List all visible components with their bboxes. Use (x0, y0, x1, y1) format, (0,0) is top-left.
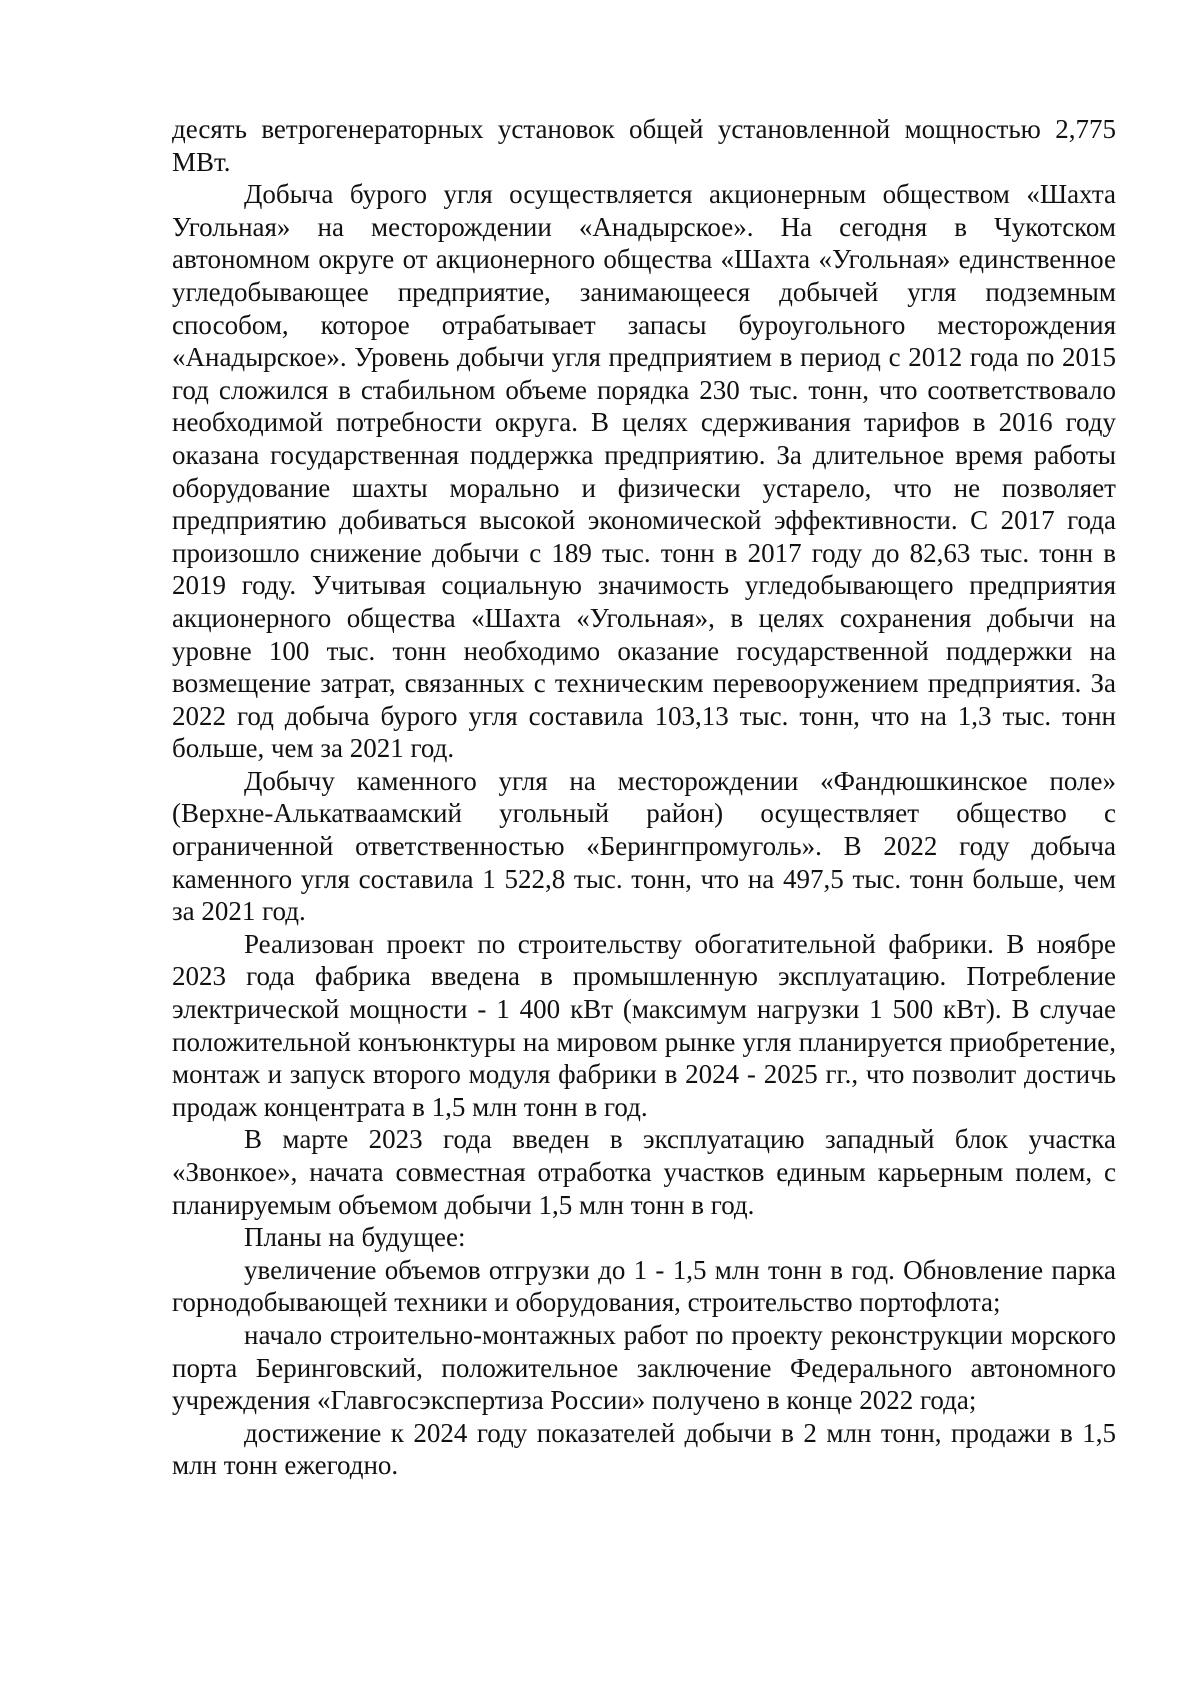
paragraph-plan-shipments: увеличение объемов отгрузки до 1 - 1,5 млн тонн в год. Обновление парка горнодобывающей техники и оборудования, строительство портофлота; (172, 1254, 1116, 1318)
paragraph-hard-coal: Добычу каменного угля на месторождении «Фандюшкинское поле» (Верхне-Алькатваамский угольный район) осуществляет общество с ограниченной ответственностью «Берингпромуголь». В 2022 году добыча каменного угля составила 1 522,8 тыс. тонн, что на 497,5 тыс. тонн больше, чем за 2021 год. (172, 765, 1116, 927)
paragraph-zvonkoe-block: В марте 2023 года введен в эксплуатацию западный блок участка «Звонкое», начата совместная отработка участков единым карьерным полем, с планируемым объемом добычи 1,5 млн тонн в год. (172, 1124, 1116, 1220)
paragraph-plan-port: начало строительно-монтажных работ по проекту реконструкции морского порта Беринговский, положительное заключение Федерального автономного учреждения «Главгосэкспертиза России» получено в конце 2022 года; (172, 1319, 1116, 1416)
document-body (172, 113, 1116, 1482)
paragraph-plan-production: достижение к 2024 году показателей добычи в 2 млн тонн, продажи в 1,5 млн тонн ежегодно. (172, 1417, 1116, 1481)
paragraph-processing-plant: Реализован проект по строительству обогатительной фабрики. В ноябре 2023 года фабрика введена в промышленную эксплуатацию. Потребление электрической мощности - 1 400 кВт (максимум нагрузки 1 500 кВт). В случае положительной конъюнктуры на мировом рынке угля планируется приобретение, монтаж и запуск второго модуля фабрики в 2024 - 2025 гг., что позволит достичь продаж концентрата в 1,5 млн тонн в год. (172, 928, 1116, 1122)
paragraph-future-plans-heading: Планы на будущее: (244, 1222, 466, 1253)
paragraph-wind-generators: десять ветрогенераторных установок общей установленной мощностью 2,775 МВт. (172, 114, 1116, 177)
paragraph-brown-coal: Добыча бурого угля осуществляется акционерным обществом «Шахта Угольная» на месторождении «Анадырское». На сегодня в Чукотском автономном округе от акционерного общества «Шахта «Угольная» единственное угледобывающее предприятие, занимающееся добычей угля подземным способом, которое отрабатывает запасы буроугольного месторождения «Анадырское». Уровень добычи угля предприятием в период с 2012 года по 2015 год сложился в стабильном объеме порядка 230 тыс. тонн, что соответствовало необходимой потребности округа. В целях сдерживания тарифов в 2016 году оказана государственная поддержка предприятию. За длительное время работы оборудование шахты морально и физически устарело, что не позволяет предприятию добиваться высокой экономической эффективности. С 2017 года произошло снижение добычи с 189 тыс. тонн в 2017 году до 82,63 тыс. тонн в 2019 году. Учитывая социальную значимость угледобывающего предприятия акционерного общества «Шахта «Угольная», в целях сохранения добычи на уровне 100 тыс. тонн необходимо оказание государственной поддержки на возмещение затрат, связанных с техническим перевооружением предприятия. За 2022 год добыча бурого угля составила 103,13 тыс. тонн, что на 1,3 тыс. тонн больше, чем за 2021 год. (172, 179, 1116, 764)
